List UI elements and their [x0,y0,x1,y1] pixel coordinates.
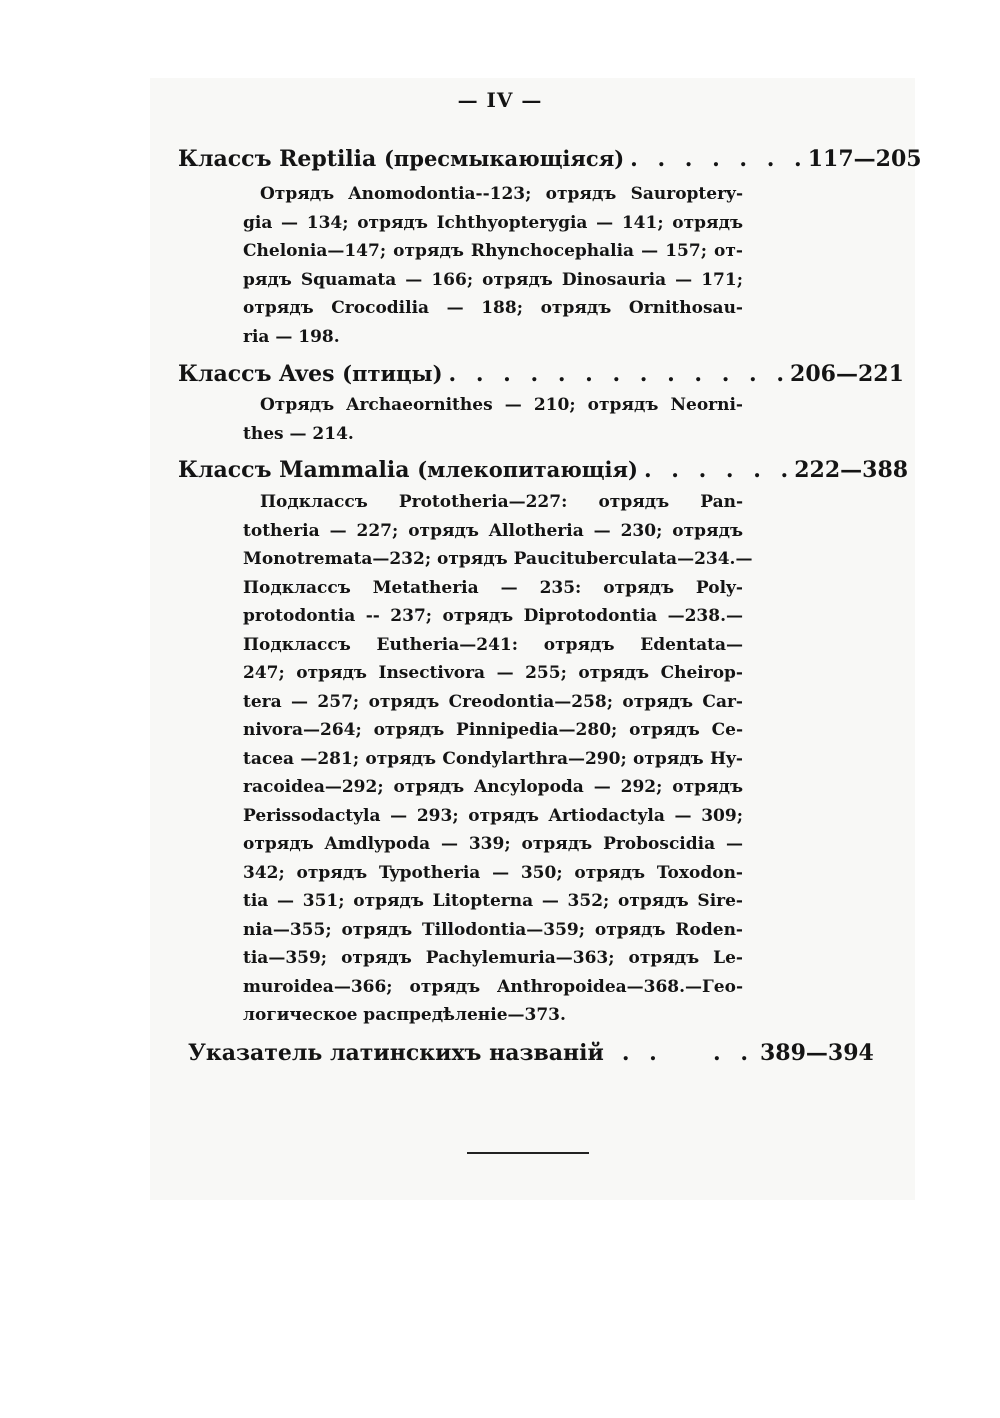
description-line: Perissodactyla — 293; отрядъ Artiodactyla — 309; [243,805,743,826]
entry-title: Классъ Reptilia (пресмыкающіяся) [178,146,625,172]
description-line: tera — 257; отрядъ Creodontia—258; отрядъ Car- [243,691,743,712]
page-range: 117—205 [807,146,922,172]
entry-title: Классъ Aves (птицы) [178,361,443,387]
description-line: gia — 134; отрядъ Ichthyopterygia — 141; отрядъ [243,212,743,233]
description-line: отрядъ Amdlypoda — 339; отрядъ Proboscidia — [243,834,743,854]
entry-description [243,391,743,448]
entry-title: Классъ Mammalia (млекопитающія) [178,457,638,483]
entry-description [243,180,743,351]
description-line: Подклассъ Metatheria — 235: отрядъ Poly- [243,577,743,598]
toc-entry-reptilia [178,146,922,172]
description-line: Подклассъ Eutheria—241: отрядъ Edentata— [243,634,743,655]
description-line: racoidea—292; отрядъ Ancylopoda — 292; отрядъ [243,777,743,797]
toc-entry-aves [178,361,904,387]
leader-dots: . . [621,1040,663,1066]
description-line: отрядъ Crocodilia — 188; отрядъ Ornithosau- [243,298,743,318]
index-title: Указатель латинскихъ названій [188,1040,604,1066]
page-range: 206—221 [790,361,904,387]
page-range: 222—388 [794,457,909,483]
leader-dots: . . [713,1040,754,1066]
description-line: логическое распредѣленіе—373. [243,1005,566,1025]
description-line: tia—359; отрядъ Pachylemuria—363; отрядъ Le- [243,948,743,968]
common-name: (млекопитающія) [417,457,638,482]
closing-rule [467,1152,589,1154]
description-line: ria — 198. [243,326,340,347]
description-line: Chelonia—147; отрядъ Rhynchocephalia — 157; от- [243,241,743,261]
common-name: (птицы) [342,361,443,386]
description-line: tacea —281; отрядъ Condylarthra—290; отрядъ Hy- [243,748,743,769]
common-name: (пресмыкающіяся) [383,146,625,171]
description-line: 342; отрядъ Typotheria — 350; отрядъ Toxodon- [243,862,743,883]
leader-dots: . . . . . . . [630,146,808,172]
description-line: muroidea—366; отрядъ Anthropoidea—368.—Гео- [243,976,743,997]
latin-name: Mammalia [279,457,410,483]
page-range: 389—394 [760,1040,874,1066]
description-line: Отрядъ Archaeornithes — 210; отрядъ Neorni- [260,395,743,415]
description-line: nivora—264; отрядъ Pinnipedia—280; отрядъ Ce- [243,720,743,740]
description-line: 247; отрядъ Insectivora — 255; отрядъ Cheirop- [243,663,743,683]
description-line: protodontia -- 237; отрядъ Diprotodontia —238.— [243,606,743,626]
description-line: thes — 214. [243,423,354,444]
description-line: Подклассъ Prototheria—227: отрядъ Pan- [260,492,743,512]
toc-entry-mammalia [178,457,909,483]
toc-entry-index [188,1040,874,1066]
description-line: Monotremata—232; отрядъ Paucituberculata—234.— [243,549,753,569]
latin-name: Reptilia [279,146,377,172]
description-line: рядъ Squamata — 166; отрядъ Dinosauria — 171; [243,269,743,290]
page-number: — IV — [457,88,543,112]
description-line: nia—355; отрядъ Tillodontia—359; отрядъ Roden- [243,919,743,940]
leader-dots: . . . . . . . . . . . . . [448,361,791,387]
description-line: Отрядъ Anomodontia--123; отрядъ Sauroptery- [260,184,743,204]
leader-dots: . . . . . . [643,457,795,483]
latin-name: Aves [279,361,335,387]
description-line: tia — 351; отрядъ Litopterna — 352; отрядъ Sire- [243,891,743,911]
description-line: totheria — 227; отрядъ Allotheria — 230; отрядъ [243,520,743,541]
entry-description [243,488,753,1030]
